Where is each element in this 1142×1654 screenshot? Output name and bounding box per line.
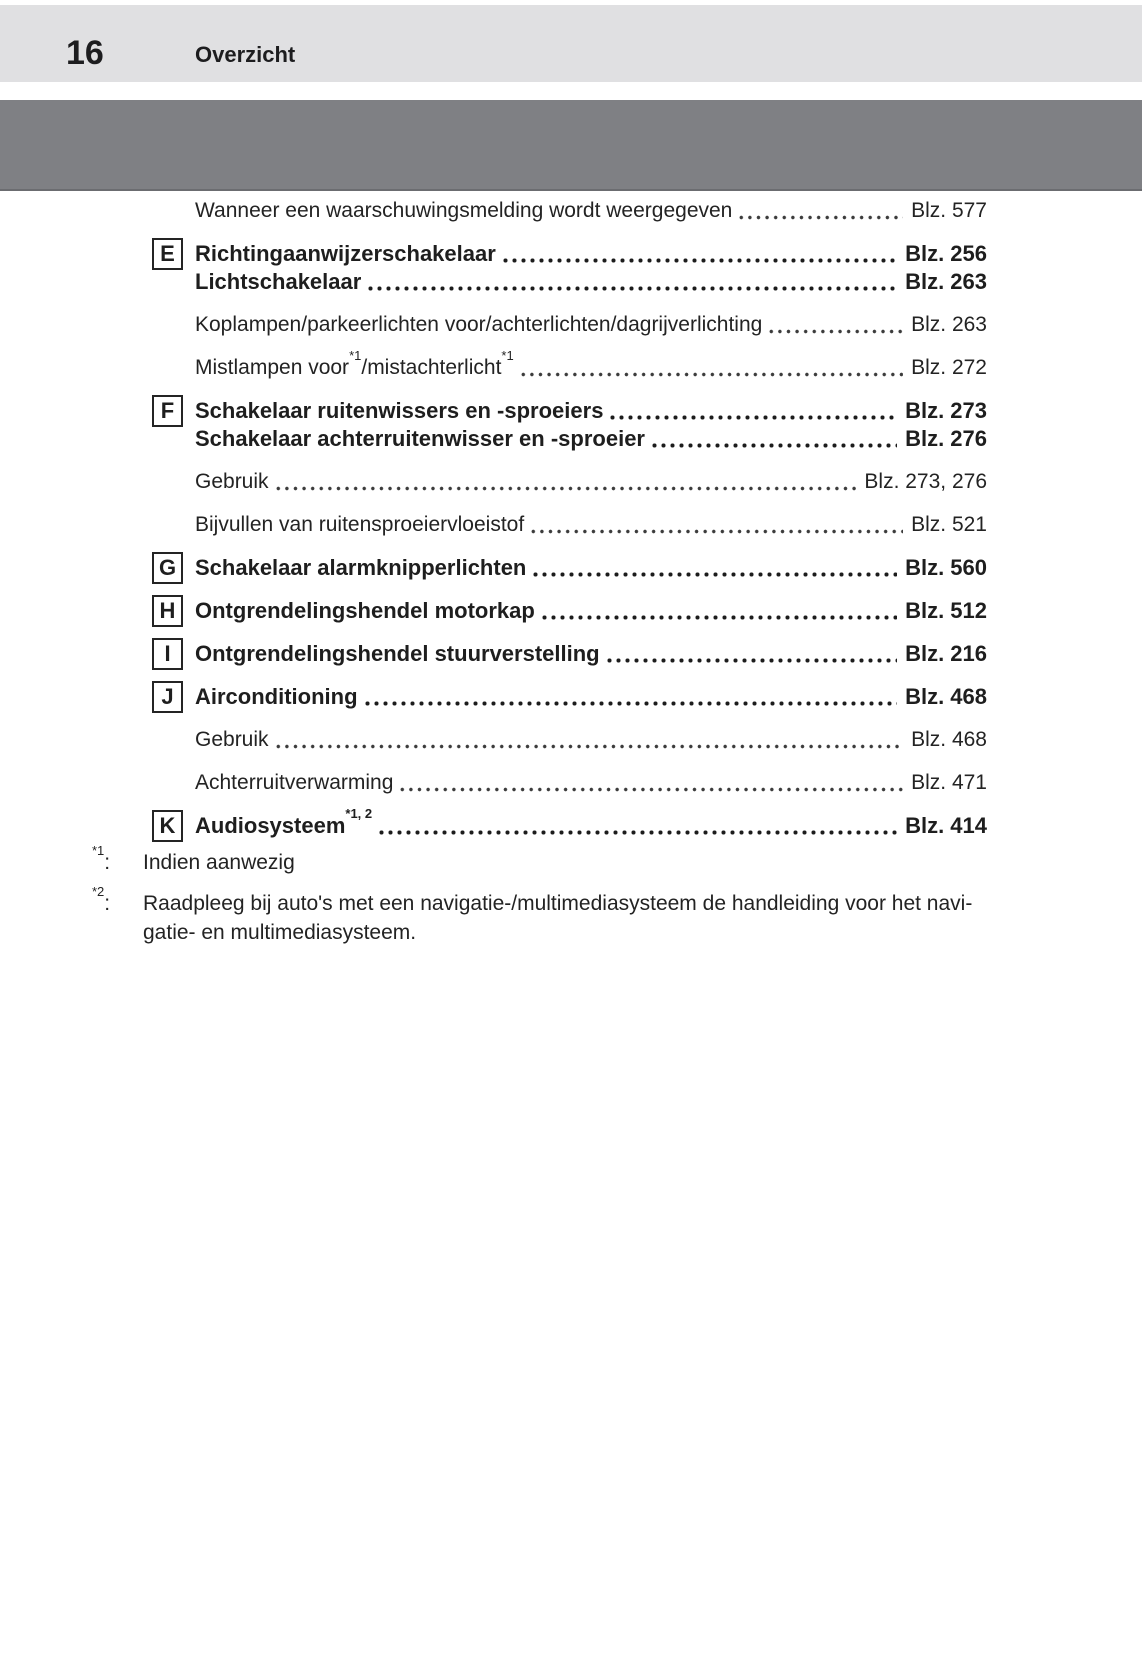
superscript-note-marker: *1, 2 [345,806,373,822]
toc-entry [152,240,987,296]
toc-label: Audiosysteem$^{*1, 2}$ [195,806,373,838]
toc-label: Ontgrendelingshendel stuurverstelling [195,641,600,666]
toc-label: Ontgrendelingshendel motorkap [195,598,535,623]
toc-label: Wanneer een waarschuwingsmelding wordt weergegeven [195,199,733,222]
toc-row [152,197,987,225]
footnote-text: Raadpleeg bij auto's met een navigatie-/multimediasysteem de handleiding voor het navi- gatie- en multimediasysteem. [143,892,973,944]
section-title: Overzicht [195,42,296,67]
page-header-bar [0,5,1142,82]
letter-slot [152,354,195,382]
dot-leader [767,311,903,339]
toc-entry [152,197,987,225]
dot-leader [377,812,897,840]
dot-leader [737,197,903,225]
toc-label: Achterruitverwarming [195,771,394,794]
page-ref: Blz. 216 [905,641,987,666]
toc-row [152,425,987,453]
toc-label: Schakelaar achterruitenwisser en -sproeier [195,426,645,451]
item-letter-badge: F [152,395,183,427]
page-ref: Blz. 414 [905,813,987,838]
toc-row [152,726,987,754]
letter-slot [152,240,195,268]
footnote-marker: $^{*2}$: [92,883,111,915]
footnote-text: Indien aanwezig [143,851,295,874]
toc-row [152,347,987,382]
page-ref: Blz. 577 [911,199,987,222]
dot-leader [531,554,897,582]
letter-slot [152,812,195,840]
dot-leader [274,726,904,754]
page-number: 16 [66,34,104,72]
item-letter-badge: K [152,810,183,842]
page-ref: Blz. 263 [911,313,987,336]
page-ref: Blz. 272 [911,356,987,379]
footnote-marker-sup: *1 [92,842,105,858]
dot-leader [519,354,903,382]
toc-row [152,806,987,840]
letter-slot [152,425,195,453]
toc-entry [152,554,987,582]
dot-leader [540,597,897,625]
page-ref: Blz. 560 [905,555,987,580]
dot-leader [366,268,897,296]
toc-row [152,769,987,797]
superscript-note-marker: *1 [501,347,514,363]
toc-label: Schakelaar ruitenwissers en -sproeiers [195,398,604,423]
letter-slot [152,511,195,539]
toc-label: Bijvullen van ruitensproeiervloeistof [195,513,525,536]
item-letter-badge: E [152,238,183,270]
toc-entry [152,769,987,797]
toc-row [152,240,987,268]
letter-slot [152,683,195,711]
page-ref: Blz. 471 [911,771,987,794]
toc-entry [152,468,987,496]
item-letter-badge: I [152,638,183,670]
page-ref: Blz. 273 [905,398,987,423]
page-ref: Blz. 263 [905,269,987,294]
dot-leader [363,683,898,711]
page-ref: Blz. 276 [905,426,987,451]
toc-row [152,640,987,668]
dot-leader [274,468,857,496]
toc-label: Schakelaar alarmknipperlichten [195,555,527,580]
letter-slot [152,554,195,582]
toc-entry [152,683,987,711]
page-ref: Blz. 521 [911,513,987,536]
item-letter-badge: H [152,595,183,627]
toc-entry [152,640,987,668]
dot-leader [608,397,897,425]
chapter-banner [0,100,1142,191]
dot-leader [605,640,897,668]
item-letter-badge: J [152,681,183,713]
item-letter-badge: G [152,552,183,584]
toc-entry [152,726,987,754]
toc-row [152,597,987,625]
dot-leader [501,240,897,268]
toc-row [152,268,987,296]
letter-slot [152,468,195,496]
toc-label: Richtingaanwijzerschakelaar [195,241,496,266]
toc-entry [152,597,987,625]
footnotes [92,842,987,947]
toc-row [152,397,987,425]
footnote [92,842,987,877]
letter-slot [152,268,195,296]
letter-slot [152,597,195,625]
page-ref: Blz. 273, 276 [864,470,987,493]
footnote-marker: $^{*1}$: [92,842,111,874]
toc-entry [152,347,987,382]
page-ref: Blz. 512 [905,598,987,623]
toc-row [152,683,987,711]
footnote-marker-sup: *2 [92,883,105,899]
toc-label: Airconditioning [195,684,358,709]
toc-label: Lichtschakelaar [195,269,362,294]
toc-label: Gebruik [195,728,269,751]
letter-slot [152,640,195,668]
letter-slot [152,397,195,425]
toc-entry [152,311,987,339]
toc-entry [152,806,987,840]
toc-row [152,311,987,339]
dot-leader [398,769,903,797]
toc-label: Gebruik [195,470,269,493]
toc-label: Mistlampen voor$^{*1}$/mistachterlicht$^{*1}$ [195,347,514,379]
letter-slot [152,197,195,225]
page-ref: Blz. 468 [905,684,987,709]
page-ref: Blz. 468 [911,728,987,751]
letter-slot [152,769,195,797]
toc-list [152,197,987,840]
superscript-note-marker: *1 [349,347,362,363]
letter-slot [152,726,195,754]
footnote [92,883,987,947]
toc-row [152,511,987,539]
toc-row [152,554,987,582]
letter-slot [152,311,195,339]
toc-entry [152,511,987,539]
dot-leader [650,425,897,453]
toc-entry [152,397,987,453]
toc-label: Koplampen/parkeerlichten voor/achterlichten/dagrijverlichting [195,313,763,336]
toc-row [152,468,987,496]
dot-leader [529,511,903,539]
page-ref: Blz. 256 [905,241,987,266]
